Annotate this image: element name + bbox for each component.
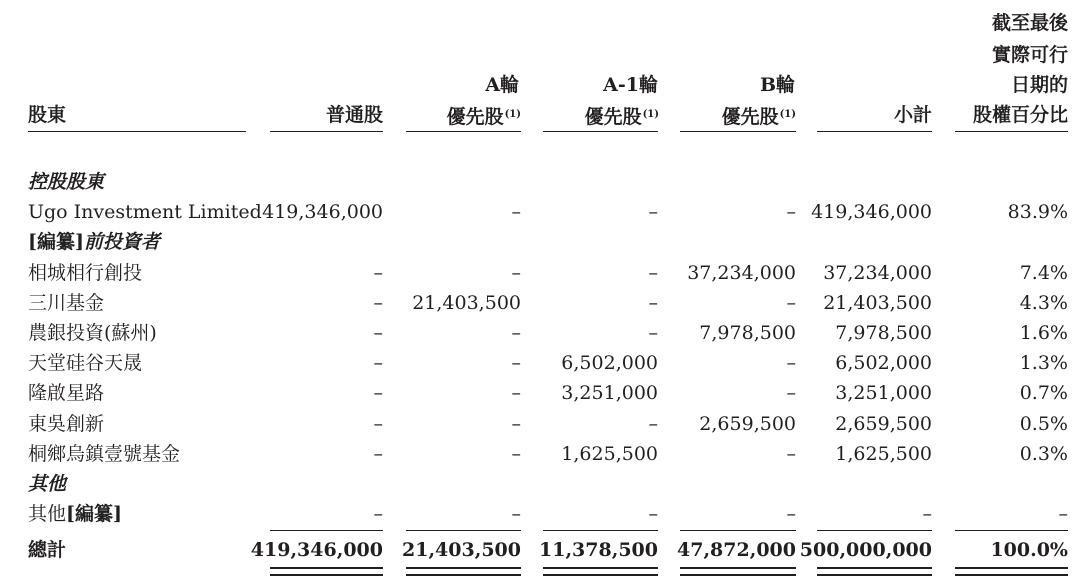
total-rule-pct bbox=[955, 530, 1068, 531]
cell-b: – bbox=[786, 292, 796, 314]
cell-subtotal: 2,659,500 bbox=[835, 413, 932, 435]
a-round-header-line1: A輪 bbox=[485, 74, 519, 96]
section-heading: 控股股東 bbox=[28, 171, 105, 193]
row-label: 農銀投資(蘇州) bbox=[28, 322, 157, 344]
shareholder-header: 股東 bbox=[28, 104, 67, 126]
total-label: 總計 bbox=[28, 539, 67, 561]
cell-ordinary: – bbox=[373, 322, 383, 344]
cell-subtotal: 7,978,500 bbox=[835, 322, 932, 344]
cell-pct: 4.3% bbox=[1019, 292, 1068, 314]
section-heading-text: 前投資者 bbox=[83, 231, 160, 253]
total-ordinary: 419,346,000 bbox=[250, 539, 383, 561]
cell-pct: – bbox=[1058, 503, 1068, 525]
header-rule-ordinary bbox=[270, 131, 383, 132]
cell-a1: – bbox=[648, 503, 658, 525]
header-rule-b bbox=[680, 131, 796, 132]
cell-a: 21,403,500 bbox=[412, 292, 521, 314]
total-rule-a bbox=[406, 530, 521, 531]
total-pct: 100.0% bbox=[990, 539, 1068, 561]
cell-a1: – bbox=[648, 413, 658, 435]
a1-round-header-line1: A-1輪 bbox=[603, 74, 658, 96]
total-rule-ordinary bbox=[270, 530, 383, 531]
total-a: 21,403,500 bbox=[402, 539, 521, 561]
cell-a1: – bbox=[648, 201, 658, 223]
pct-header-line2: 實際可行 bbox=[991, 44, 1068, 66]
cell-a1: 6,502,000 bbox=[561, 352, 658, 374]
double-rule-ordinary bbox=[270, 567, 383, 576]
header-rule-shareholder bbox=[28, 131, 246, 132]
row-label: 三川基金 bbox=[28, 292, 105, 314]
double-rule-b bbox=[680, 567, 796, 576]
cell-ordinary: – bbox=[373, 352, 383, 374]
cell-pct: 1.6% bbox=[1019, 322, 1068, 344]
cell-b: 2,659,500 bbox=[699, 413, 796, 435]
cell-a: – bbox=[511, 413, 521, 435]
cell-b: – bbox=[786, 443, 796, 465]
section-heading bbox=[28, 227, 160, 257]
cell-b: – bbox=[786, 503, 796, 525]
footnote-marker: (1) bbox=[642, 109, 659, 120]
cell-a: – bbox=[511, 503, 521, 525]
pct-header-line3: 日期的 bbox=[1010, 74, 1068, 96]
row-label: 桐鄉烏鎮壹號基金 bbox=[28, 443, 181, 465]
cell-ordinary: – bbox=[373, 413, 383, 435]
total-rule-b bbox=[680, 530, 796, 531]
row-label: 相城相行創投 bbox=[28, 262, 143, 284]
cell-b: – bbox=[786, 382, 796, 404]
cell-a: – bbox=[511, 352, 521, 374]
double-rule-a1 bbox=[543, 567, 658, 576]
footnote-marker: (1) bbox=[779, 109, 796, 120]
cell-ordinary: 419,346,000 bbox=[262, 201, 383, 223]
b-round-header-line1: B輪 bbox=[759, 74, 795, 96]
cell-a1: – bbox=[648, 322, 658, 344]
cell-a1: – bbox=[648, 262, 658, 284]
section-heading: 其他 bbox=[28, 473, 67, 495]
cell-subtotal: 21,403,500 bbox=[823, 292, 932, 314]
cell-a: – bbox=[511, 201, 521, 223]
cell-pct: 0.5% bbox=[1019, 413, 1068, 435]
cell-subtotal: 3,251,000 bbox=[835, 382, 932, 404]
cell-a1: – bbox=[648, 292, 658, 314]
cell-a: – bbox=[511, 443, 521, 465]
ordinary-header: 普通股 bbox=[325, 104, 383, 126]
row-label bbox=[28, 499, 122, 529]
total-rule-a1 bbox=[543, 530, 658, 531]
cell-subtotal: – bbox=[922, 503, 932, 525]
cell-pct: 0.3% bbox=[1019, 443, 1068, 465]
footnote-marker: (1) bbox=[504, 109, 521, 120]
pct-header-line4: 股權百分比 bbox=[972, 104, 1068, 126]
total-rule-subtotal bbox=[817, 530, 932, 531]
total-subtotal: 500,000,000 bbox=[799, 539, 932, 561]
redacted-marker: [編纂] bbox=[66, 503, 122, 525]
a1-round-header-line2: 優先股$^{(1)}$ bbox=[584, 106, 659, 128]
pct-header-line1: 截至最後 bbox=[991, 12, 1068, 34]
double-rule-pct bbox=[955, 567, 1068, 576]
cell-pct: 1.3% bbox=[1019, 352, 1068, 374]
redacted-marker: [編纂] bbox=[28, 231, 84, 253]
header-rule-subtotal bbox=[817, 131, 932, 132]
cell-a: – bbox=[511, 382, 521, 404]
cell-subtotal: 419,346,000 bbox=[811, 201, 932, 223]
cell-a1: 1,625,500 bbox=[561, 443, 658, 465]
total-a1: 11,378,500 bbox=[539, 539, 658, 561]
row-label-text: 其他 bbox=[28, 503, 67, 525]
cell-a: – bbox=[511, 262, 521, 284]
row-label: 東吳創新 bbox=[28, 413, 105, 435]
total-b: 47,872,000 bbox=[677, 539, 796, 561]
cell-a: – bbox=[511, 322, 521, 344]
row-label: 天堂硅谷天晟 bbox=[28, 352, 143, 374]
cell-pct: 83.9% bbox=[1007, 201, 1068, 223]
cell-ordinary: – bbox=[373, 503, 383, 525]
cell-ordinary: – bbox=[373, 262, 383, 284]
cell-pct: 0.7% bbox=[1019, 382, 1068, 404]
cell-b: – bbox=[786, 201, 796, 223]
a-round-header-line2: 優先股$^{(1)}$ bbox=[446, 106, 521, 128]
cell-b: 37,234,000 bbox=[687, 262, 796, 284]
row-label: 隆啟星路 bbox=[28, 382, 105, 404]
cell-b: – bbox=[786, 352, 796, 374]
row-label: Ugo Investment Limited bbox=[28, 201, 262, 223]
cell-subtotal: 1,625,500 bbox=[835, 443, 932, 465]
cell-a1: 3,251,000 bbox=[561, 382, 658, 404]
double-rule-a bbox=[406, 567, 521, 576]
cell-ordinary: – bbox=[373, 292, 383, 314]
header-rule-a bbox=[406, 131, 521, 132]
cell-ordinary: – bbox=[373, 382, 383, 404]
cell-subtotal: 6,502,000 bbox=[835, 352, 932, 374]
cell-pct: 7.4% bbox=[1019, 262, 1068, 284]
cell-b: 7,978,500 bbox=[699, 322, 796, 344]
cell-ordinary: – bbox=[373, 443, 383, 465]
subtotal-header: 小計 bbox=[893, 104, 932, 126]
cell-subtotal: 37,234,000 bbox=[823, 262, 932, 284]
b-round-header-line2: 優先股$^{(1)}$ bbox=[721, 106, 796, 128]
double-rule-subtotal bbox=[817, 567, 932, 576]
header-rule-pct bbox=[955, 131, 1068, 132]
header-rule-a1 bbox=[543, 131, 658, 132]
